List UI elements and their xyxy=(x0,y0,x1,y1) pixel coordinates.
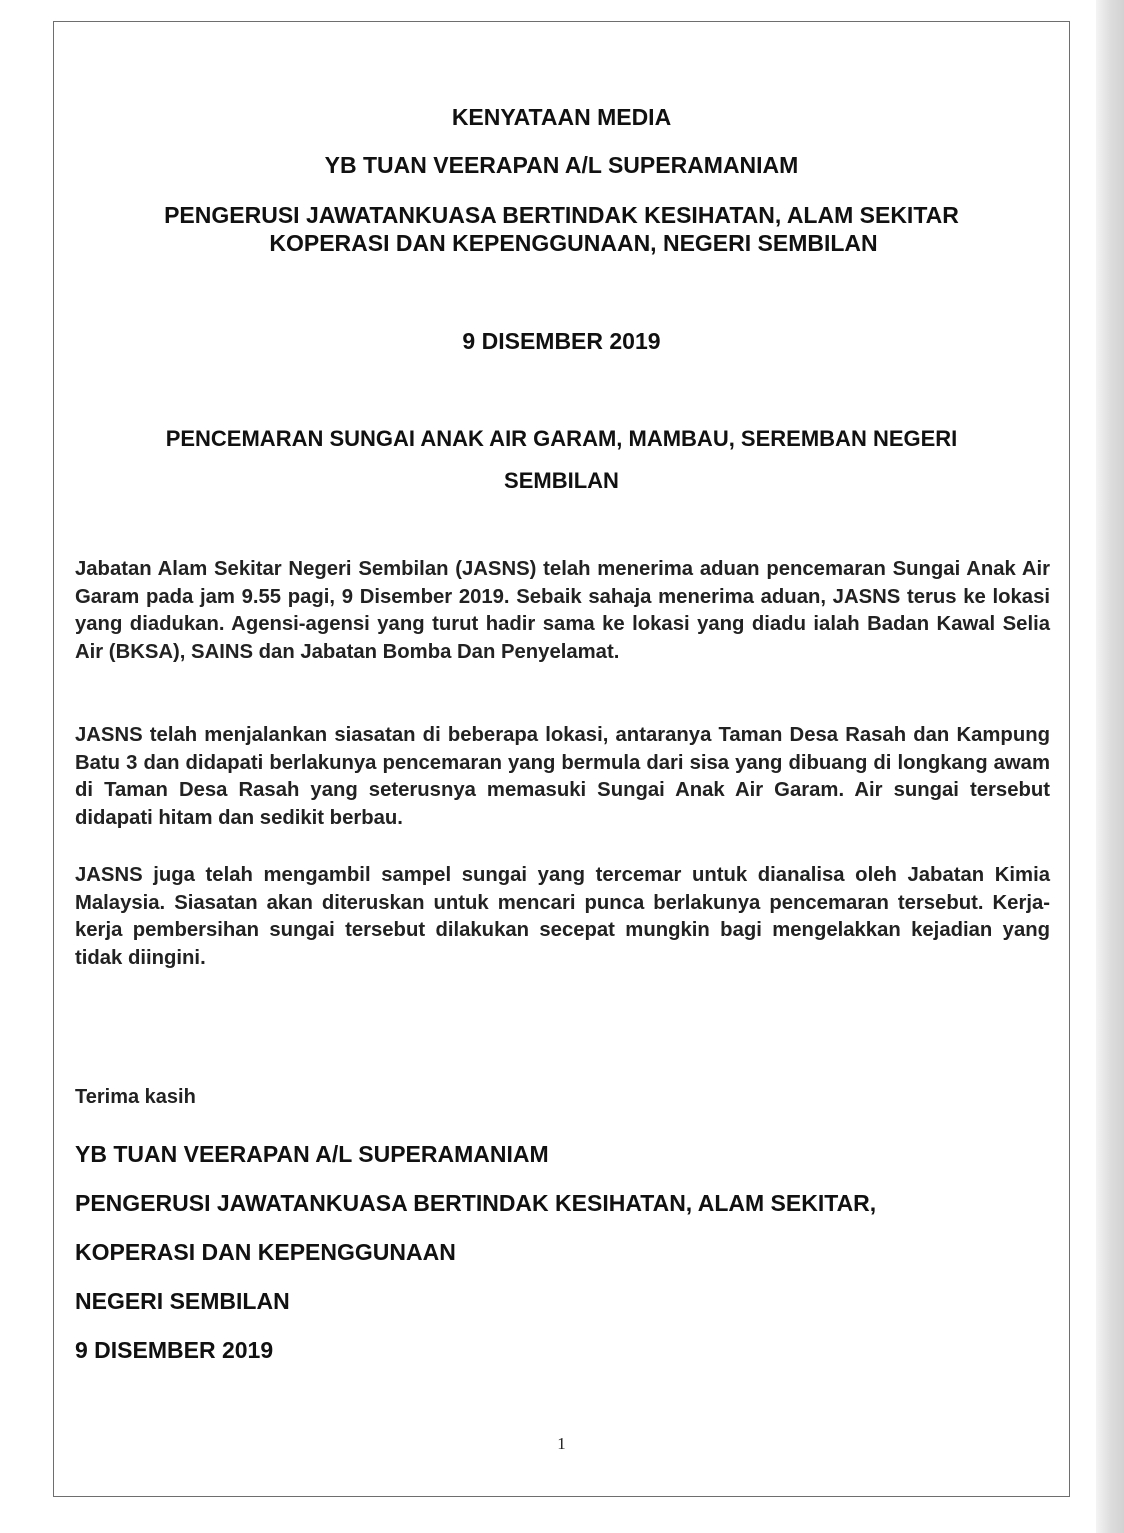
body-paragraph-3: JASNS juga telah mengambil sampel sungai yang tercemar untuk dianalisa oleh Jabatan Kimia Malaysia. Siasatan akan diteruskan untuk mencari punca berlakunya pencemaran tersebut. Kerja-kerja pembersihan sungai tersebut dilakukan secepat mungkin bagi mengelakkan kejadian yang tidak diingini. xyxy=(75,864,1050,969)
subject-line1: PENCEMARAN SUNGAI ANAK AIR GARAM, MAMBAU, SEREMBAN NEGERI xyxy=(165,426,958,451)
page-number: 1 xyxy=(557,1434,566,1453)
signature-state: NEGERI SEMBILAN xyxy=(75,1288,290,1314)
subject-line2: SEMBILAN xyxy=(504,468,619,493)
document-page xyxy=(53,21,1070,1497)
minister-position-line2: KOPERASI DAN KEPENGGUNAAN, NEGERI SEMBILAN xyxy=(269,230,878,256)
signature-date: 9 DISEMBER 2019 xyxy=(75,1337,274,1363)
minister-position-line1: PENGERUSI JAWATANKUASA BERTINDAK KESIHATAN, ALAM SEKITAR xyxy=(164,202,959,228)
signature-position-line2: KOPERASI DAN KEPENGGUNAAN xyxy=(75,1239,456,1265)
signature-name: YB TUAN VEERAPAN A/L SUPERAMANIAM xyxy=(75,1141,549,1167)
document-title: KENYATAAN MEDIA xyxy=(451,104,672,130)
closing-text: Terima kasih xyxy=(75,1086,196,1108)
viewer-edge-shadow xyxy=(1096,0,1124,1533)
minister-name: YB TUAN VEERAPAN A/L SUPERAMANIAM xyxy=(324,152,799,178)
statement-date: 9 DISEMBER 2019 xyxy=(462,328,661,354)
body-paragraph-2: JASNS telah menjalankan siasatan di beberapa lokasi, antaranya Taman Desa Rasah dan Kampung Batu 3 dan didapati berlakunya pencemaran yang bermula dari sisa yang dibuang di longkang awam di Taman Desa Rasah yang seterusnya memasuki Sungai Anak Air Garam. Air sungai tersebut didapati hitam dan sedikit berbau. xyxy=(75,724,1050,829)
signature-position-line1: PENGERUSI JAWATANKUASA BERTINDAK KESIHATAN, ALAM SEKITAR, xyxy=(75,1190,877,1216)
body-paragraph-1: Jabatan Alam Sekitar Negeri Sembilan (JASNS) telah menerima aduan pencemaran Sungai Anak Air Garam pada jam 9.55 pagi, 9 Disember 2019. Sebaik sahaja menerima aduan, JASNS terus ke lokasi yang diadukan. Agensi-agensi yang turut hadir sama ke lokasi yang diadu ialah Badan Kawal Selia Air (BKSA), SAINS dan Jabatan Bomba Dan Penyelamat. xyxy=(75,558,1050,663)
